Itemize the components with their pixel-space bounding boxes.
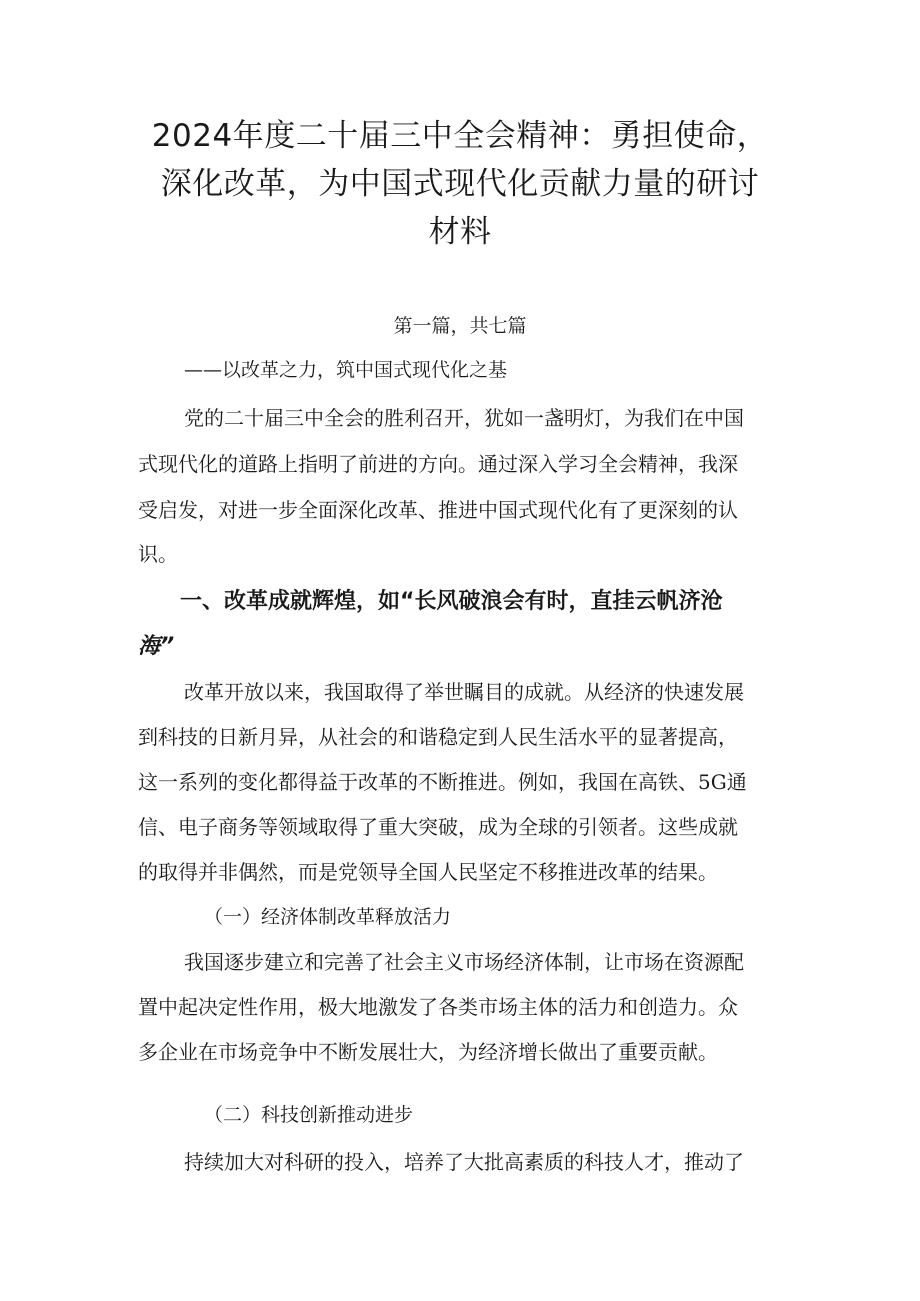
body-line: 到科技的日新月异，从社会的和谐稳定到人民生活水平的显著提高， xyxy=(138,725,738,749)
section-heading: 一、改革成就辉煌，如“长风破浪会有时，直挂云帆济沧 xyxy=(180,589,723,614)
title-line: 材料 xyxy=(428,214,492,250)
intro-line: 识。 xyxy=(138,542,178,566)
body-line: 改革开放以来，我国取得了举世瞩目的成就。从经济的快速发展 xyxy=(184,680,744,704)
part-label: 第一篇，共七篇 xyxy=(393,315,527,337)
intro-line: 党的二十届三中全会的胜利召开，犹如一盏明灯，为我们在中国 xyxy=(184,406,744,430)
section-heading: 海” xyxy=(138,634,175,659)
subtitle: ——以改革之力，筑中国式现代化之基 xyxy=(184,359,508,381)
title-line: 2024年度二十届三中全会精神：勇担使命， xyxy=(151,118,769,154)
body-line: 多企业在市场竞争中不断发展壮大，为经济增长做出了重要贡献。 xyxy=(138,1040,718,1064)
body-line: 的取得并非偶然，而是党领导全国人民坚定不移推进改革的结果。 xyxy=(138,860,718,884)
subsection-heading: （二）科技创新推动进步 xyxy=(204,1104,414,1126)
title-line: 深化改革，为中国式现代化贡献力量的研讨 xyxy=(160,166,760,202)
body-line: 我国逐步建立和完善了社会主义市场经济体制，让市场在资源配 xyxy=(184,950,744,974)
body-line: 这一系列的变化都得益于改革的不断推进。例如，我国在高铁、5G通 xyxy=(138,770,747,794)
intro-line: 式现代化的道路上指明了前进的方向。通过深入学习全会精神，我深 xyxy=(138,452,738,476)
body-line: 置中起决定性作用，极大地激发了各类市场主体的活力和创造力。众 xyxy=(138,995,738,1019)
document-title xyxy=(120,112,800,256)
subsection-heading: （一）经济体制改革释放活力 xyxy=(204,906,452,928)
body-line: 持续加大对科研的投入，培养了大批高素质的科技人才，推动了 xyxy=(184,1150,744,1174)
body-line: 信、电子商务等领域取得了重大突破，成为全球的引领者。这些成就 xyxy=(138,815,738,839)
intro-line: 受启发，对进一步全面深化改革、推进中国式现代化有了更深刻的认 xyxy=(138,498,738,522)
